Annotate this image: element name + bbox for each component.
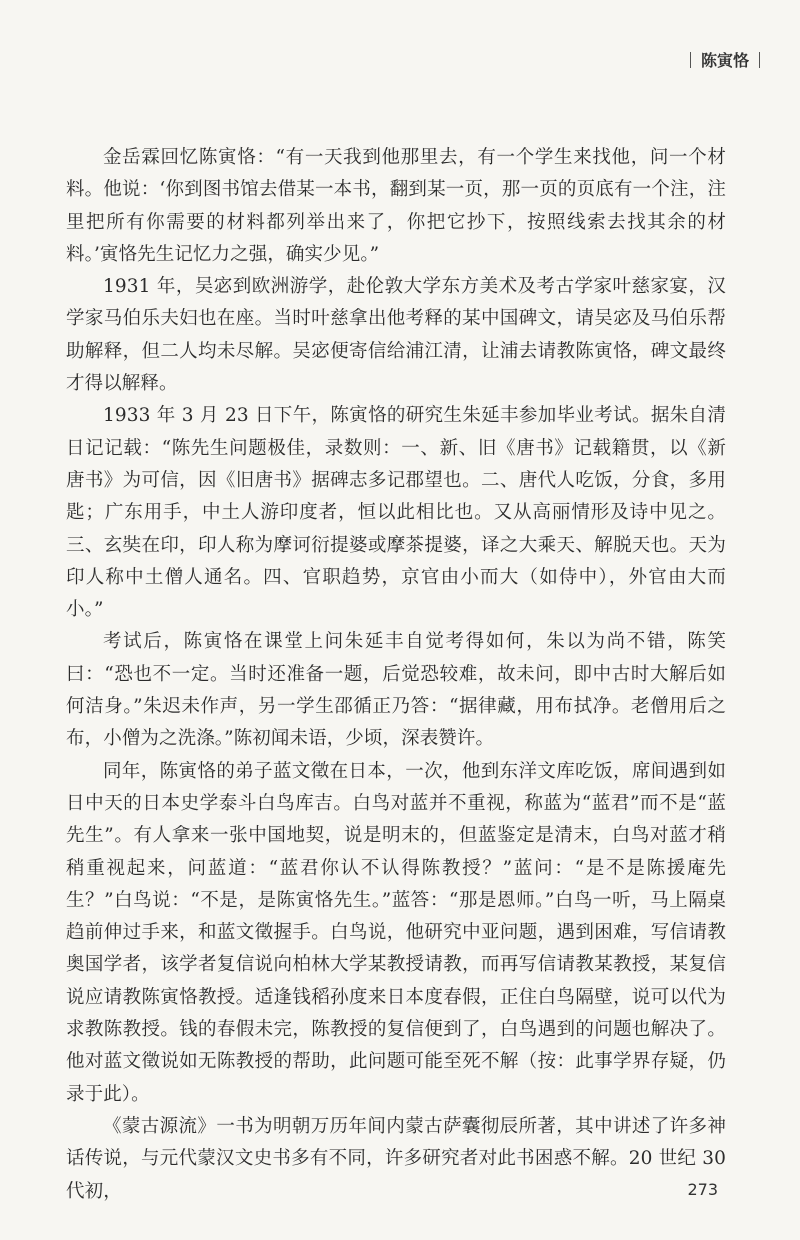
- paragraph-6: 《蒙古源流》一书为明朝万历年间内蒙古萨囊彻辰所著，其中讲述了许多神话传说，与元代蒙汉文史书多有不同，许多研究者对此书困惑不解。20 世纪 30 代初，: [66, 1115, 726, 1202]
- paragraph-4: 考试后，陈寅恪在课堂上问朱延丰自觉考得如何，朱以为尚不错，陈笑曰：“恐也不一定。当时还准备一题，后觉恐较难，故未问，即中古时大解后如何洁身。”朱迟未作声，另一学生邵循正乃答：“据律藏，用布拭净。老僧用后之布，小僧为之洗涤。”陈初闻未语，少顷，深表赞许。: [66, 631, 726, 750]
- paragraph-2: 1931 年，吴宓到欧洲游学，赴伦敦大学东方美术及考古学家叶慈家宴，汉学家马伯乐夫妇也在座。当时叶慈拿出他考释的某中国碑文，请吴宓及马伯乐帮助解释，但二人均未尽解。吴宓便寄信给浦江清，让浦去请教陈寅恪，碑文最终才得以解释。: [66, 276, 726, 395]
- paragraph-5: 同年，陈寅恪的弟子蓝文徵在日本，一次，他到东洋文库吃饭，席间遇到如日中天的日本史学泰斗白鸟库吉。白鸟对蓝并不重视，称蓝为“蓝君”而不是“蓝先生”。有人拿来一张中国地契，说是明末的，但蓝鉴定是清末，白鸟对蓝才稍稍重视起来，问蓝道：“蓝君你认不认得陈教授？”蓝问：“是不是陈援庵先生？”白鸟说：“不是，是陈寅恪先生。”蓝答：“那是恩师。”白鸟一听，马上隔桌趋前伸过手来，和蓝文徵握手。白鸟说，他研究中亚问题，遇到困难，写信请教奥国学者，该学者复信说向柏林大学某教授请教，而再写信请教某教授，某复信说应请教陈寅恪教授。适逢钱稻孙度来日本度春假，正住白鸟隔壁，说可以代为求教陈教授。钱的春假未完，陈教授的复信便到了，白鸟遇到的问题也解决了。他对蓝文徵说如无陈教授的帮助，此问题可能至死不解（按：此事学界存疑，仍录于此）。: [66, 760, 726, 1105]
- running-header: [690, 48, 760, 71]
- header-divider-left: [690, 52, 691, 68]
- body-text: [66, 142, 726, 1208]
- chapter-title: 陈寅恪: [700, 51, 749, 70]
- paragraph-1: 金岳霖回忆陈寅恪：“有一天我到他那里去，有一个学生来找他，问一个材料。他说：‘你到图书馆去借某一本书，翻到某一页，那一页的页底有一个注，注里把所有你需要的材料都列举出来了，你把它抄下，按照线索去找其余的材料。’寅恪先生记忆力之强，确实少见。”: [66, 147, 726, 265]
- header-divider-right: [759, 52, 760, 68]
- page-number: 273: [687, 1180, 718, 1199]
- paragraph-3: 1933 年 3 月 23 日下午，陈寅恪的研究生朱延丰参加毕业考试。据朱自清日记记载：“陈先生问题极佳，录数则：一、新、旧《唐书》记载籍贯，以《新唐书》为可信，因《旧唐书》据碑志多记郡望也。二、唐代人吃饭，分食，多用匙；广东用手，中土人游印度者，恒以此相比也。又从高丽情形及诗中见之。三、玄奘在印，印人称为摩诃衍提婆或摩茶提婆，译之大乘天、解脱天也。天为印人称中土僧人通名。四、官职趋势，京官由小而大（如侍中），外官由大而小。”: [66, 405, 726, 621]
